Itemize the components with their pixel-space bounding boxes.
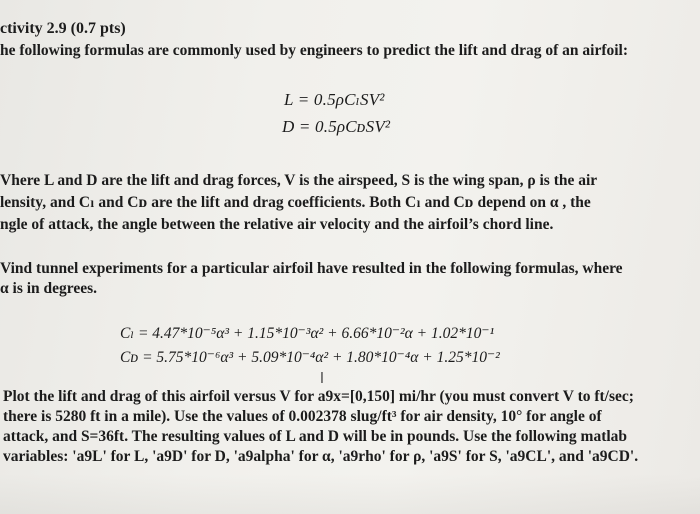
drag-formula: D = 0.5ρCᴅSV² xyxy=(282,117,391,136)
para3-line-3: attack, and S=36ft. The resulting values of L and D will be in pounds. Use the following matlab xyxy=(3,428,628,445)
cd-formula: Cᴅ = 5.75*10⁻⁶α³ + 5.09*10⁻⁴α² + 1.80*10⁻⁴α + 1.25*10⁻² xyxy=(120,349,500,366)
lift-formula: L = 0.5ρCₗSV² xyxy=(284,90,385,109)
para1-line-1: Vhere L and D are the lift and drag forces, V is the airspeed, S is the wing span, ρ is the air xyxy=(0,172,598,189)
para3-line-1: Plot the lift and drag of this airfoil versus V for a9x=[0,150] mi/hr (you must convert V to ft/sec; xyxy=(3,388,634,405)
page-shadow xyxy=(0,474,700,514)
activity-heading: ctivity 2.9 (0.7 pts) xyxy=(0,20,126,37)
para1-line-3: ngle of attack, the angle between the relative air velocity and the airfoil’s chord line. xyxy=(0,216,554,233)
para2-line-2: α is in degrees. xyxy=(0,280,98,297)
cl-formula: Cₗ = 4.47*10⁻⁵α³ + 1.15*10⁻³α² + 6.66*10⁻²α + 1.02*10⁻¹ xyxy=(120,325,495,342)
intro-text: he following formulas are commonly used by engineers to predict the lift and drag of an airfoil: xyxy=(0,42,629,59)
para3-line-4: variables: 'a9L' for L, 'a9D' for D, 'a9alpha' for α, 'a9rho' for ρ, 'a9S' for S, 'a9CL', and 'a9CD'. xyxy=(3,448,639,465)
text-cursor-icon: I xyxy=(319,369,325,387)
para3-line-2: there is 5280 ft in a mile). Use the values of 0.002378 slug/ft³ for air density, 10° for angle of xyxy=(3,408,602,425)
para2-line-1: Vind tunnel experiments for a particular airfoil have resulted in the following formulas, where xyxy=(0,260,623,277)
para1-line-2: lensity, and Cₗ and Cᴅ are the lift and drag coefficients. Both Cₗ and Cᴅ depend on α , the xyxy=(0,194,591,211)
